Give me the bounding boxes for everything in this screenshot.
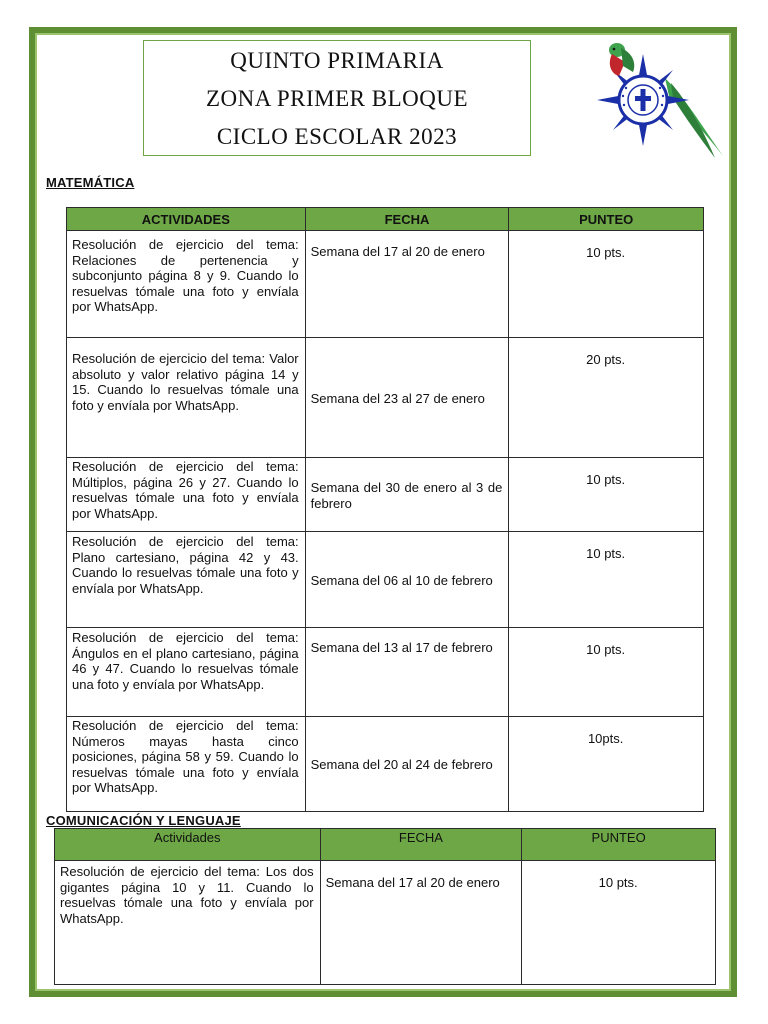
actividad-cell: Resolución de ejercicio del tema: Ángulos en el plano cartesiano, página 46 y 47. Cuando lo resuelvas tómale una foto y envíala por WhatsApp.: [67, 628, 306, 717]
fecha-cell: Semana del 23 al 27 de enero: [305, 338, 509, 458]
title-line-grade: QUINTO PRIMARIA: [230, 48, 444, 73]
school-seal-with-quetzal-icon: [585, 38, 725, 160]
section-heading-matematica: MATEMÁTICA: [46, 175, 135, 190]
fecha-cell: Semana del 20 al 24 de febrero: [305, 717, 509, 812]
actividad-cell: Resolución de ejercicio del tema: Plano cartesiano, página 42 y 43. Cuando lo resuelvas tómale una foto y envíala por WhatsApp.: [67, 532, 306, 628]
comunicacion-table: [54, 828, 716, 985]
table-row: [67, 717, 704, 812]
table-header-row: [55, 829, 716, 861]
actividad-cell: Resolución de ejercicio del tema: Los dos gigantes página 10 y 11. Cuando lo resuelvas tómale una foto y envíala por WhatsApp.: [55, 861, 321, 985]
punteo-cell: 10 pts.: [522, 861, 716, 985]
column-header-actividades: ACTIVIDADES: [67, 208, 306, 231]
punteo-cell: 10 pts.: [509, 458, 704, 532]
table-row: [67, 338, 704, 458]
table-row: [67, 628, 704, 717]
title-line-cycle: CICLO ESCOLAR 2023: [216, 124, 458, 149]
matematica-table: [66, 207, 704, 812]
title-line-zone: ZONA PRIMER BLOQUE: [205, 86, 468, 111]
column-header-actividades: Actividades: [55, 829, 321, 861]
table-header-row: [67, 208, 704, 231]
punteo-cell: 10 pts.: [509, 231, 704, 338]
table-row: [67, 458, 704, 532]
actividad-cell: Resolución de ejercicio del tema: Valor absoluto y valor relativo página 14 y 15. Cuando lo resuelvas tómale una foto y envíala por WhatsApp.: [67, 338, 306, 458]
fecha-cell: Semana del 30 de enero al 3 de febrero: [305, 458, 509, 532]
punteo-cell: 10 pts.: [509, 628, 704, 717]
column-header-fecha: FECHA: [320, 829, 522, 861]
column-header-fecha: FECHA: [305, 208, 509, 231]
table-row: [67, 231, 704, 338]
actividad-cell: Resolución de ejercicio del tema: Relaciones de pertenencia y subconjunto página 8 y 9. Cuando lo resuelvas tómale una foto y envíala por WhatsApp.: [67, 231, 306, 338]
table-row: [55, 861, 716, 985]
actividad-cell: Resolución de ejercicio del tema: Múltiplos, página 26 y 27. Cuando lo resuelvas tómale una foto y envíala por WhatsApp.: [67, 458, 306, 532]
table-row: [67, 532, 704, 628]
punteo-cell: 10pts.: [509, 717, 704, 812]
punteo-cell: 10 pts.: [509, 532, 704, 628]
fecha-cell: Semana del 13 al 17 de febrero: [305, 628, 509, 717]
column-header-punteo: PUNTEO: [509, 208, 704, 231]
title-box: [143, 40, 531, 156]
fecha-cell: Semana del 17 al 20 de enero: [305, 231, 509, 338]
section-heading-comunicacion: COMUNICACIÓN Y LENGUAJE: [46, 813, 241, 828]
column-header-punteo: PUNTEO: [522, 829, 716, 861]
fecha-cell: Semana del 06 al 10 de febrero: [305, 532, 509, 628]
actividad-cell: Resolución de ejercicio del tema: Números mayas hasta cinco posiciones, página 58 y 59. Cuando lo resuelvas tómale una foto y envíala por WhatsApp.: [67, 717, 306, 812]
fecha-cell: Semana del 17 al 20 de enero: [320, 861, 522, 985]
punteo-cell: 20 pts.: [509, 338, 704, 458]
